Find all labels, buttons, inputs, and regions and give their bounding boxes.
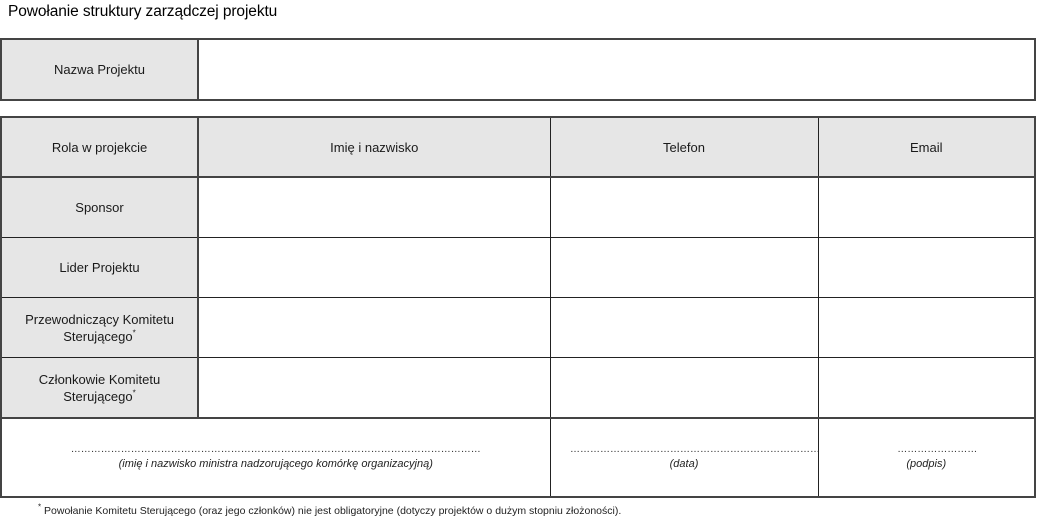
date-dots: …………………………………………………………………	[570, 443, 820, 455]
roles-header-row	[1, 117, 1035, 177]
minister-signature-cell[interactable]	[1, 418, 550, 497]
header-name: Imię i nazwisko	[198, 117, 550, 177]
project-name-label: Nazwa Projektu	[1, 39, 198, 100]
name-field[interactable]	[198, 358, 550, 419]
role-label-lider	[1, 238, 198, 298]
page-title: Powołanie struktury zarządczej projektu	[8, 3, 278, 20]
table-row	[1, 238, 1035, 298]
phone-field[interactable]	[550, 177, 818, 238]
name-field[interactable]	[198, 298, 550, 358]
header-email: Email	[818, 117, 1035, 177]
minister-dots: ……………………………………………………………………………………………………………	[70, 443, 481, 455]
signature-row	[1, 418, 1035, 497]
footnote-text: Powołanie Komitetu Sterującego (oraz jego członków) nie jest obligatoryjne (dotyczy projektów o dużym stopniu złożoności).	[41, 505, 622, 517]
project-name-field[interactable]	[198, 39, 1035, 100]
phone-field[interactable]	[550, 238, 818, 298]
phone-field[interactable]	[550, 298, 818, 358]
email-field[interactable]	[818, 358, 1035, 419]
sign-label: (podpis)	[906, 457, 947, 470]
role-label-przewodniczacy	[1, 298, 198, 358]
asterisk-mark: *	[132, 388, 136, 398]
table-row	[1, 358, 1035, 419]
role-label-sponsor	[1, 177, 198, 238]
roles-table	[0, 116, 1036, 498]
signature-cell[interactable]	[818, 418, 1035, 497]
email-field[interactable]	[818, 298, 1035, 358]
date-cell[interactable]	[550, 418, 818, 497]
asterisk-mark: *	[132, 328, 136, 338]
header-role: Rola w projekcie	[1, 117, 198, 177]
project-name-row	[1, 39, 1035, 100]
sign-dots: ……………………	[897, 443, 978, 455]
table-row	[1, 298, 1035, 358]
minister-label: (imię i nazwisko ministra nadzorującego komórkę organizacyjną)	[118, 457, 433, 470]
role-text: Członkowie Komitetu Sterującego	[38, 371, 161, 404]
header-phone: Telefon	[550, 117, 818, 177]
email-field[interactable]	[818, 238, 1035, 298]
footnote	[38, 502, 622, 517]
table-row	[1, 177, 1035, 238]
name-field[interactable]	[198, 177, 550, 238]
role-text: Sponsor	[75, 200, 124, 215]
role-label-czlonkowie	[1, 358, 198, 419]
name-field[interactable]	[198, 238, 550, 298]
date-label: (data)	[669, 457, 699, 470]
footnote-mark: *	[38, 502, 42, 512]
role-text: Przewodniczący Komitetu Sterującego	[25, 311, 174, 344]
phone-field[interactable]	[550, 358, 818, 419]
role-text: Lider Projektu	[59, 260, 140, 275]
email-field[interactable]	[818, 177, 1035, 238]
project-name-table	[0, 38, 1036, 101]
